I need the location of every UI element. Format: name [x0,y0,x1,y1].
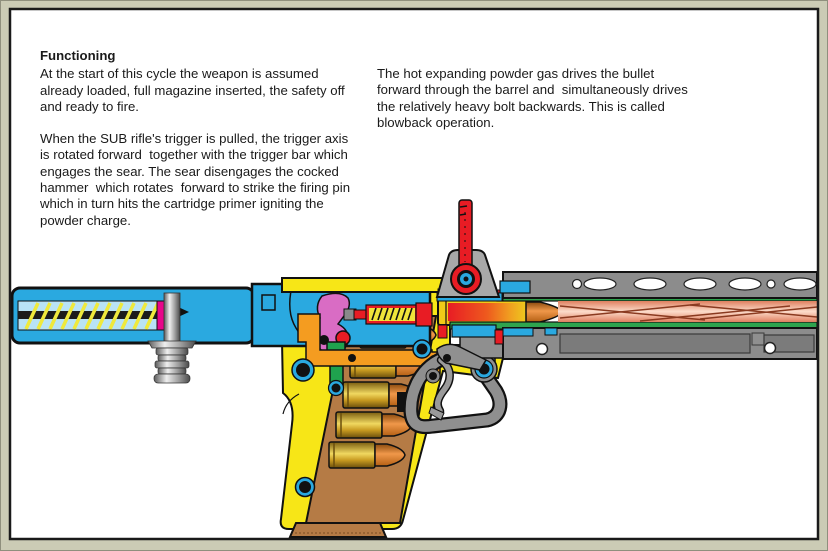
barrel-shroud-part [503,272,817,298]
powder-gas-part [448,303,526,321]
body-text-line: powder charge. [40,212,131,228]
body-text-line: engages the sear. The sear disengages the cocked [40,163,339,179]
chambered-cartridge-part [438,299,562,325]
body-text-line: The hot expanding powder gas drives the bullet [377,66,655,81]
body-text-line: blowback operation. [377,114,495,130]
right-text-column [377,66,688,131]
body-text-line: forward through the barrel and simultaneously drives [377,82,688,98]
stock-tube-part [12,288,254,343]
body-text-line: and ready to fire. [40,98,139,114]
page-title: Functioning [40,48,116,63]
left-text-column [40,48,350,229]
body-text-line: When the SUB rifle's trigger is pulled, the trigger axis [40,131,349,147]
receiver-top-cover-part [282,278,450,292]
body-text-line: is rotated forward together with the trigger bar which [40,147,348,163]
body-text-line: already loaded, full magazine inserted, the safety off [40,82,345,98]
magazine-baseplate-part [290,523,386,537]
body-text-line: the relatively heavy bolt backwards. This is called [377,98,665,114]
body-text-line: which in turn hits the cartridge primer igniting the [40,196,324,212]
body-text-line: At the start of this cycle the weapon is assumed [40,66,319,82]
body-text-line: hammer which rotates forward to strike the firing pin [40,180,351,196]
